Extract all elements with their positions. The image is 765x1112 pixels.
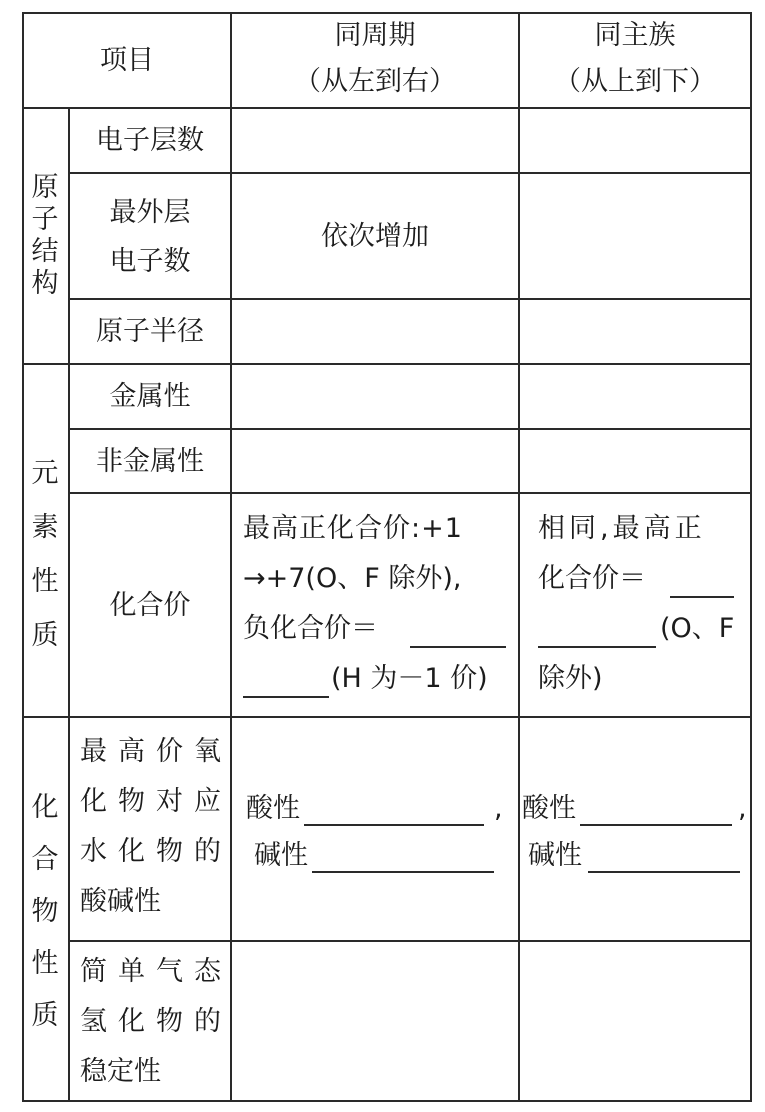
column-divider (230, 12, 232, 1102)
row-label-electron-shells: 电子层数 (96, 125, 204, 156)
comma: , (738, 793, 747, 824)
answer-blank (670, 596, 734, 598)
row-label-hydroxide: 酸碱性 (80, 886, 161, 917)
group-label-atomic-structure: 原 子 结 构 (31, 172, 59, 299)
header-item: 项目 (100, 45, 154, 76)
answer-blank (580, 824, 732, 826)
border-bottom (22, 1100, 752, 1102)
header-same-group: 同主族 (594, 20, 676, 51)
basicity-label-group: 碱性 (528, 840, 582, 871)
basicity-label-period: 碱性 (254, 840, 308, 871)
valence-group-line3: (O、F (660, 613, 735, 644)
valence-group-line2: 化合价＝ (538, 563, 646, 594)
row-label-hydroxide: 化物对应 (80, 786, 232, 817)
row-divider (68, 428, 752, 430)
row-divider (68, 492, 752, 494)
row-divider (68, 172, 752, 174)
acidity-label-group: 酸性 (522, 793, 576, 824)
answer-blank (312, 871, 494, 873)
row-label-hydride-stability: 简单气态 (80, 956, 232, 987)
row-label-hydroxide: 最高价氧 (80, 736, 232, 767)
answer-blank (588, 871, 740, 873)
border-left (22, 12, 24, 1102)
row-label-nonmetallic: 非金属性 (96, 446, 204, 477)
valence-period-line2: →+7(O、F 除外), (243, 563, 462, 594)
answer-blank (304, 824, 484, 826)
answer-blank (538, 646, 656, 648)
header-same-period-note: （从左到右） (294, 66, 456, 97)
valence-period-line4: (H 为－1 价) (331, 663, 488, 694)
row-label-hydride-stability: 稳定性 (80, 1056, 161, 1087)
border-top (22, 12, 752, 14)
row-divider (68, 298, 752, 300)
header-same-period: 同周期 (334, 20, 416, 51)
valence-group-line4: 除外) (538, 663, 603, 694)
row-label-outer-electrons: 最外层 (109, 197, 191, 228)
header-same-group-note: （从上到下） (554, 66, 716, 97)
border-right (750, 12, 752, 1102)
acidity-label-period: 酸性 (246, 793, 300, 824)
row-label-hydroxide: 水化物的 (80, 836, 232, 867)
group-label-compound-properties: 化 合 物 性 质 (31, 792, 59, 1031)
group-divider (22, 363, 752, 365)
row-label-outer-electrons: 电子数 (109, 246, 191, 277)
group-label-element-properties: 元 素 性 质 (31, 458, 59, 651)
row-label-valence: 化合价 (109, 590, 191, 621)
row-divider (68, 940, 752, 942)
valence-group-line1: 相同,最高正 (538, 513, 706, 544)
answer-blank (243, 696, 329, 698)
border-header-bottom (22, 107, 752, 109)
row-label-metallic: 金属性 (109, 381, 191, 412)
comma: , (494, 793, 503, 824)
row-label-hydride-stability: 氢化物的 (80, 1006, 232, 1037)
cell-outer-electrons-period: 依次增加 (321, 221, 429, 252)
valence-period-line1: 最高正化合价:+1 (243, 513, 463, 544)
group-divider (22, 716, 752, 718)
answer-blank (410, 646, 506, 648)
column-divider (518, 12, 520, 1102)
row-label-atomic-radius: 原子半径 (96, 316, 204, 347)
valence-period-line3: 负化合价＝ (243, 613, 378, 644)
